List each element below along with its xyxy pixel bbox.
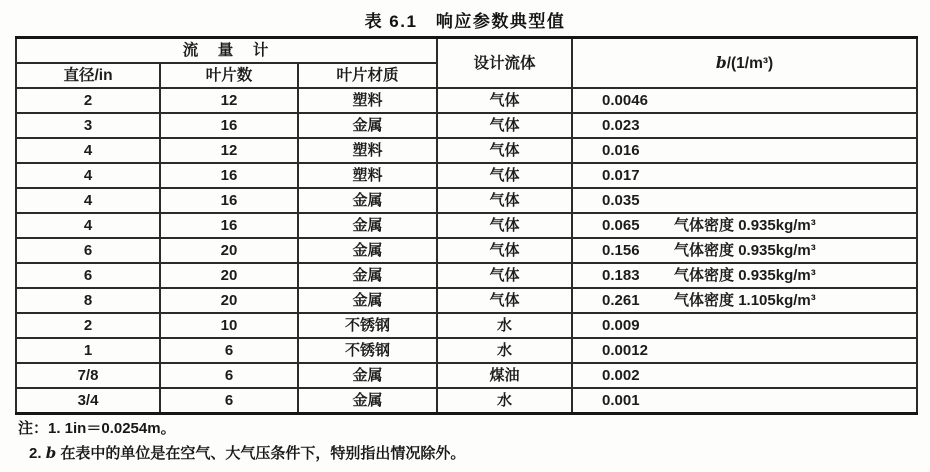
cell-b-value: 0.009 bbox=[572, 313, 917, 338]
table-row bbox=[16, 313, 917, 338]
table-row bbox=[16, 288, 917, 313]
cell-blades: 16 bbox=[160, 113, 298, 138]
cell-diameter: 2 bbox=[16, 88, 160, 113]
cell-blades: 6 bbox=[160, 388, 298, 414]
cell-blades: 6 bbox=[160, 338, 298, 363]
table-notes bbox=[18, 416, 465, 466]
cell-fluid: 气体 bbox=[437, 188, 572, 213]
table-row bbox=[16, 188, 917, 213]
cell-blades: 20 bbox=[160, 238, 298, 263]
cell-fluid: 气体 bbox=[437, 88, 572, 113]
table-title: 表 6.1 响应参数典型值 bbox=[364, 12, 566, 31]
cell-fluid: 气体 bbox=[437, 163, 572, 188]
cell-fluid: 煤油 bbox=[437, 363, 572, 388]
note-line-1: 注：1. 1in＝0.0254m。 bbox=[18, 420, 176, 437]
cell-material: 金属 bbox=[298, 213, 437, 238]
cell-fluid: 气体 bbox=[437, 263, 572, 288]
col-group-flowmeter: 流 量 计 bbox=[16, 38, 437, 64]
cell-b-value: 0.001 bbox=[572, 388, 917, 414]
cell-material: 塑料 bbox=[298, 163, 437, 188]
cell-diameter: 2 bbox=[16, 313, 160, 338]
table-row bbox=[16, 388, 917, 414]
cell-material: 不锈钢 bbox=[298, 313, 437, 338]
table-row bbox=[16, 88, 917, 113]
cell-diameter: 8 bbox=[16, 288, 160, 313]
cell-fluid: 气体 bbox=[437, 238, 572, 263]
cell-blades: 6 bbox=[160, 363, 298, 388]
col-header-b-coefficient bbox=[572, 38, 917, 89]
cell-material: 塑料 bbox=[298, 138, 437, 163]
cell-b-value: 0.002 bbox=[572, 363, 917, 388]
table-row bbox=[16, 363, 917, 388]
table-row bbox=[16, 238, 917, 263]
cell-diameter: 3 bbox=[16, 113, 160, 138]
cell-material: 塑料 bbox=[298, 88, 437, 113]
cell-diameter: 7/8 bbox=[16, 363, 160, 388]
b-units: /(1/m³) bbox=[726, 55, 774, 72]
cell-diameter: 4 bbox=[16, 163, 160, 188]
cell-blades: 16 bbox=[160, 213, 298, 238]
cell-material: 金属 bbox=[298, 363, 437, 388]
cell-b-value: 0.065 气体密度 0.935kg/m³ bbox=[572, 213, 917, 238]
cell-fluid: 水 bbox=[437, 313, 572, 338]
cell-diameter: 6 bbox=[16, 238, 160, 263]
cell-b-value: 0.023 bbox=[572, 113, 917, 138]
cell-material: 金属 bbox=[298, 388, 437, 414]
col-header-diameter: 直径/in bbox=[16, 63, 160, 88]
cell-fluid: 水 bbox=[437, 388, 572, 414]
cell-b-value: 0.016 bbox=[572, 138, 917, 163]
cell-blades: 10 bbox=[160, 313, 298, 338]
cell-b-value: 0.183 气体密度 0.935kg/m³ bbox=[572, 263, 917, 288]
cell-diameter: 3/4 bbox=[16, 388, 160, 414]
col-header-material: 叶片材质 bbox=[298, 63, 437, 88]
cell-b-value: 0.156 气体密度 0.935kg/m³ bbox=[572, 238, 917, 263]
cell-b-value: 0.035 bbox=[572, 188, 917, 213]
cell-material: 金属 bbox=[298, 263, 437, 288]
table-row bbox=[16, 138, 917, 163]
cell-blades: 20 bbox=[160, 288, 298, 313]
cell-material: 金属 bbox=[298, 238, 437, 263]
cell-fluid: 水 bbox=[437, 338, 572, 363]
col-header-blades: 叶片数 bbox=[160, 63, 298, 88]
cell-diameter: 1 bbox=[16, 338, 160, 363]
cell-blades: 12 bbox=[160, 88, 298, 113]
table-row bbox=[16, 113, 917, 138]
cell-material: 金属 bbox=[298, 188, 437, 213]
cell-b-value: 0.261 气体密度 1.105kg/m³ bbox=[572, 288, 917, 313]
cell-b-value: 0.0046 bbox=[572, 88, 917, 113]
table-row bbox=[16, 163, 917, 188]
b-symbol: b bbox=[715, 53, 727, 72]
cell-blades: 20 bbox=[160, 263, 298, 288]
cell-diameter: 6 bbox=[16, 263, 160, 288]
cell-material: 金属 bbox=[298, 113, 437, 138]
table-row bbox=[16, 213, 917, 238]
cell-b-value: 0.0012 bbox=[572, 338, 917, 363]
cell-blades: 16 bbox=[160, 163, 298, 188]
cell-diameter: 4 bbox=[16, 188, 160, 213]
cell-fluid: 气体 bbox=[437, 288, 572, 313]
response-parameters-table bbox=[15, 36, 918, 415]
cell-b-value: 0.017 bbox=[572, 163, 917, 188]
cell-diameter: 4 bbox=[16, 138, 160, 163]
col-header-design-fluid: 设计流体 bbox=[437, 38, 572, 89]
cell-blades: 16 bbox=[160, 188, 298, 213]
table-row bbox=[16, 263, 917, 288]
cell-blades: 12 bbox=[160, 138, 298, 163]
note-line-2: 2. b 在表中的单位是在空气、大气压条件下，特别指出情况除外。 bbox=[29, 444, 466, 462]
b-symbol: b bbox=[45, 444, 57, 462]
cell-diameter: 4 bbox=[16, 213, 160, 238]
cell-fluid: 气体 bbox=[437, 213, 572, 238]
cell-material: 不锈钢 bbox=[298, 338, 437, 363]
cell-fluid: 气体 bbox=[437, 138, 572, 163]
cell-fluid: 气体 bbox=[437, 113, 572, 138]
table-row bbox=[16, 338, 917, 363]
header-row-group bbox=[16, 38, 917, 64]
cell-material: 金属 bbox=[298, 288, 437, 313]
